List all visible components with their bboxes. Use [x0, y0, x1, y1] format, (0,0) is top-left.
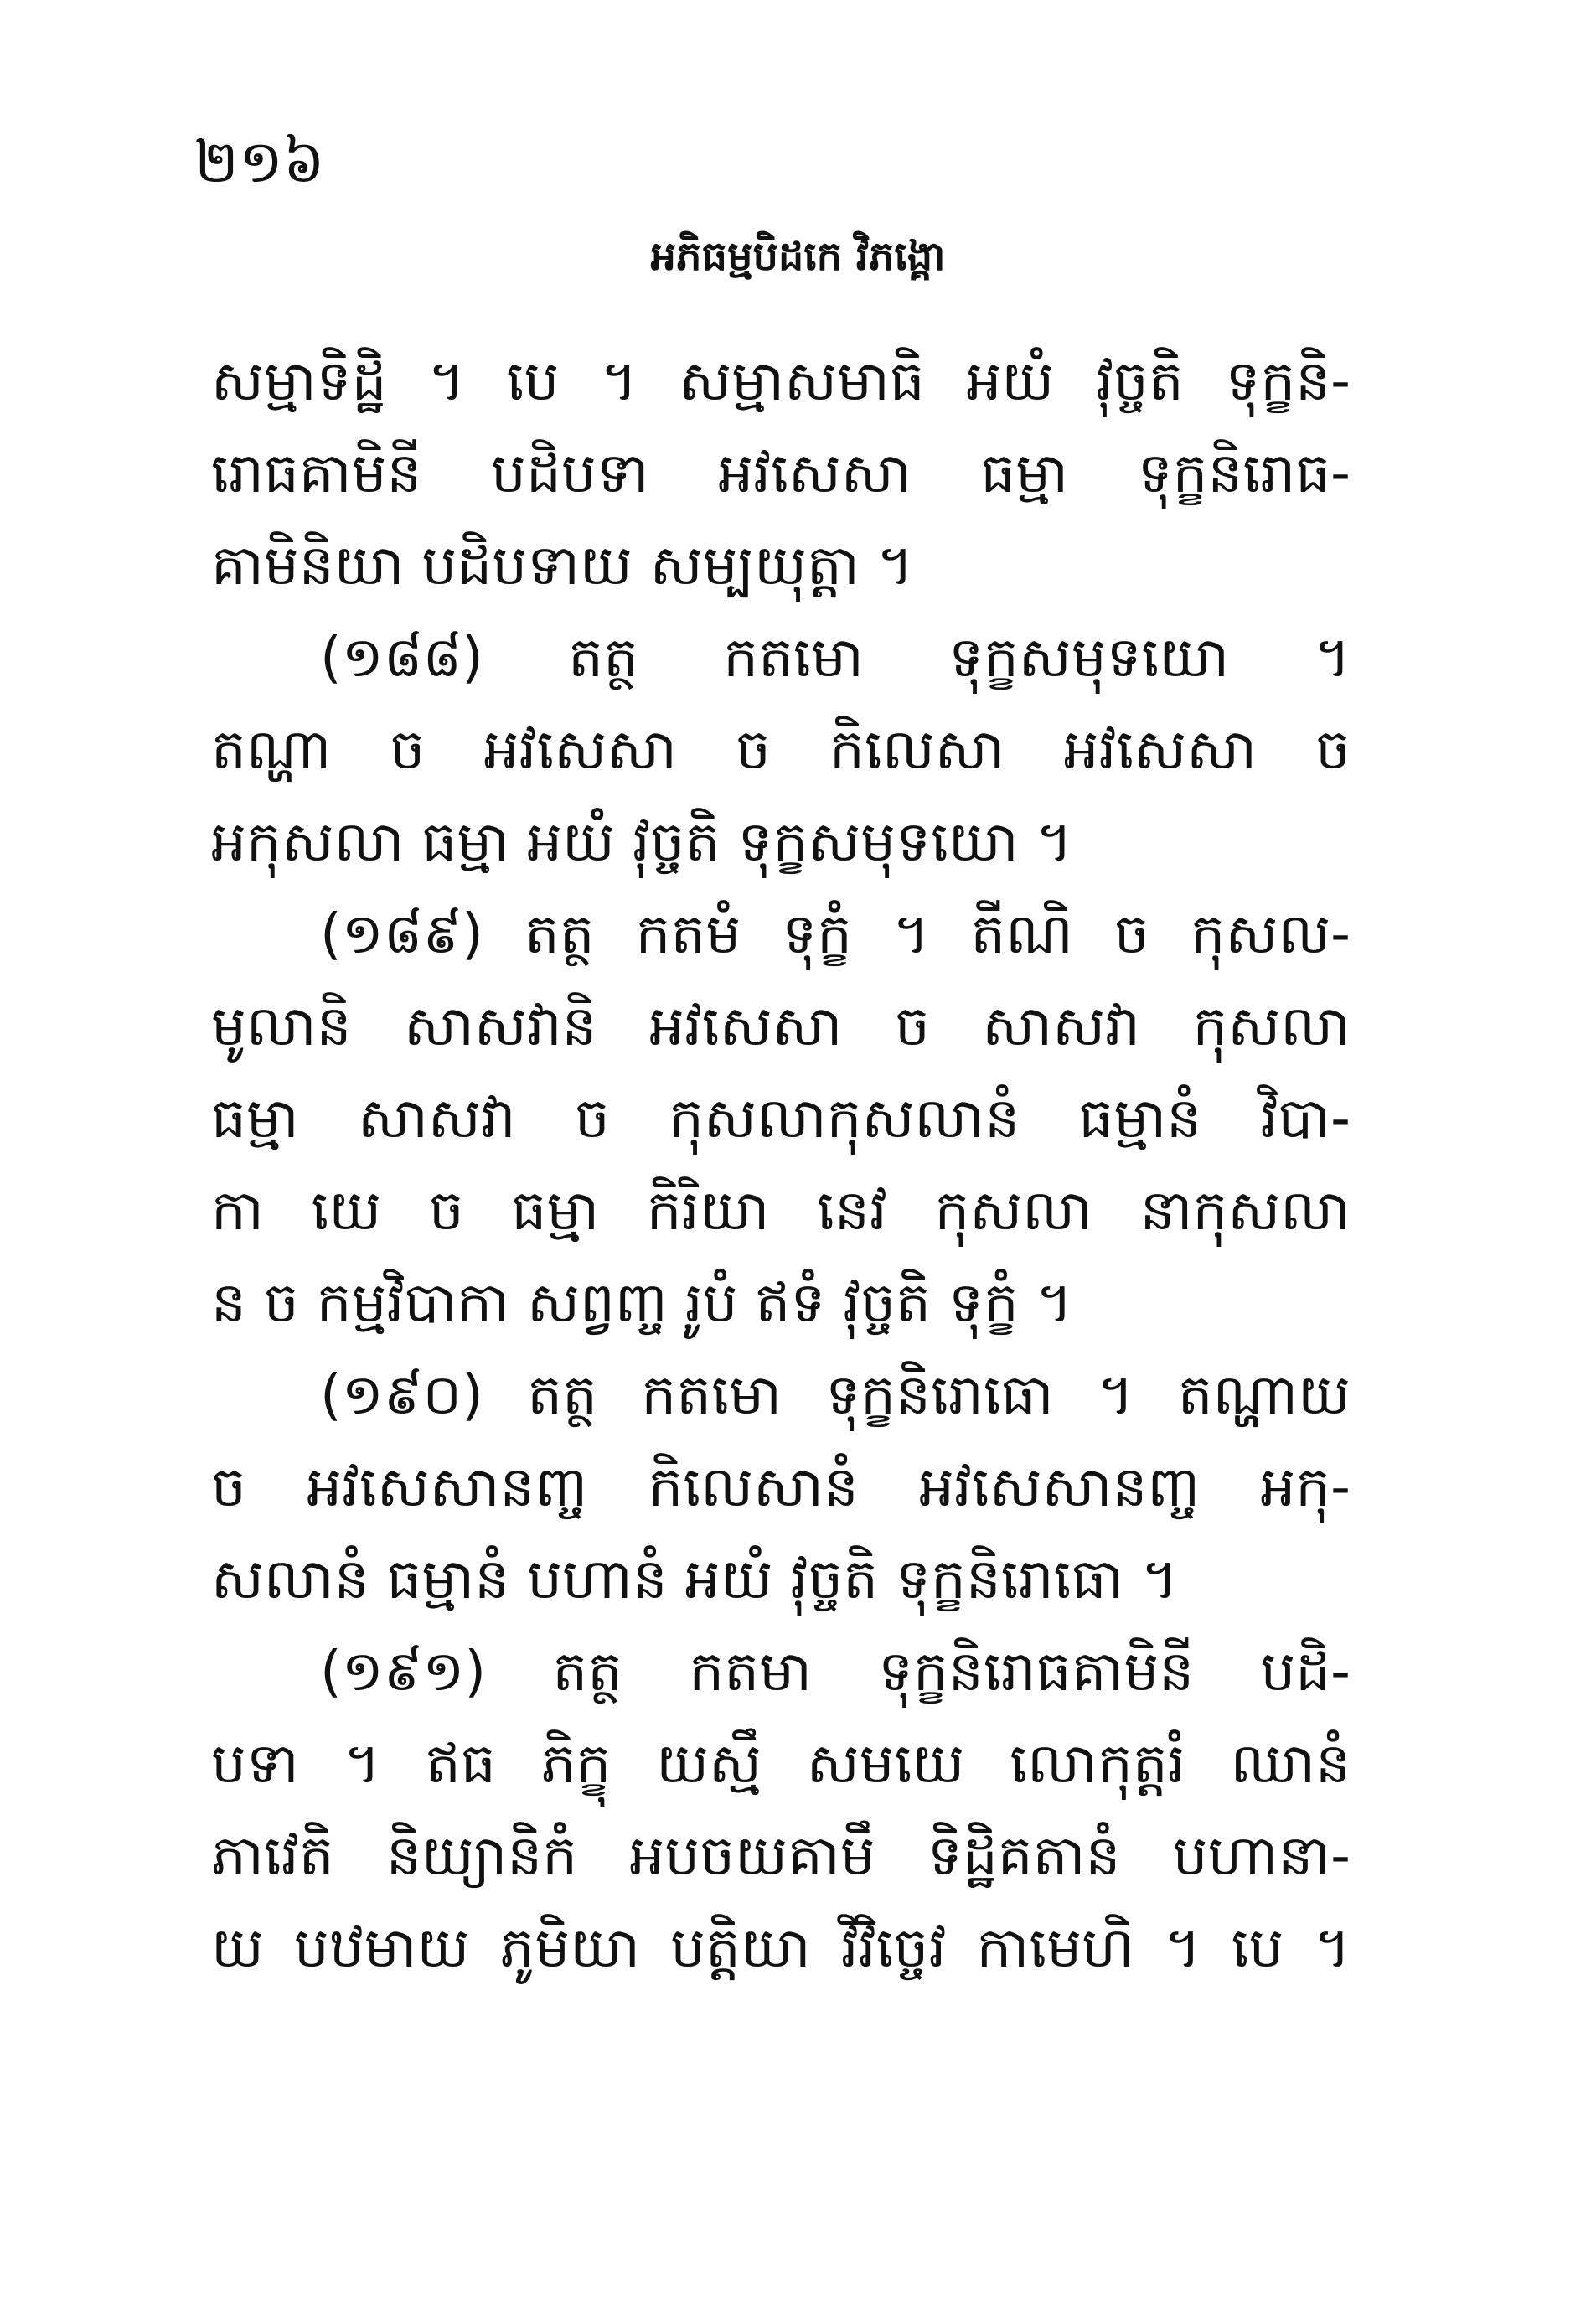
text-line: រោធគាមិនី បដិបទា អវសេសា ធម្មា ទុក្ខនិរោធ-: [211, 441, 1351, 505]
text-line: យ បឋមាយ ភូមិយា បត្តិយា វិវិច្ចេវ កាមេហិ ។ បេ ។: [211, 1916, 1351, 1980]
text-line: ន ច កម្មវិបាកា សព្វញ្ច រូបំ ឥទំ វុច្ចតិ ទុក្ខំ ។: [211, 1270, 1073, 1335]
text-line: ធម្មា សាសវា ច កុសលាកុសលានំ ធម្មានំ វិបា-: [211, 1086, 1351, 1150]
text-line: ច អវសេសានញ្ច កិលេសានំ អវសេសានញ្ច អកុ-: [211, 1455, 1351, 1519]
text-line: អកុសលា ធម្មា អយំ វុច្ចតិ ទុក្ខសមុទយោ ។: [211, 809, 1073, 874]
text-line: សលានំ ធម្មានំ បហានំ អយំ វុច្ចតិ ទុក្ខនិរោធោ ។: [211, 1547, 1178, 1611]
text-line: (១៨៨) តត្ថ កតមោ ទុក្ខសមុទយោ ។: [320, 625, 1351, 690]
text-line: តណ្ហា ច អវសេសា ច កិលេសា អវសេសា ច: [211, 717, 1351, 782]
text-line: សម្មាទិដ្ឋិ ។ បេ ។ សម្មាសមាធិ អយំ វុច្ចតិ ទុក្ខនិ-: [211, 349, 1351, 413]
page-number: ២១៦: [194, 127, 325, 196]
body-text: [211, 335, 1351, 1994]
text-line: (១៨៩) តត្ថ កតមំ ទុក្ខំ ។ តីណិ ច កុសល-: [320, 902, 1351, 966]
text-line: បទា ។ ឥធ ភិក្ខុ យស្មឹ សមយេ លោកុត្តរំ ឈានំ: [211, 1731, 1351, 1796]
text-line: (១៩០) តត្ថ កតមោ ទុក្ខនិរោធោ ។ តណ្ហាយ: [320, 1362, 1351, 1427]
text-line: កា យេ ច ធម្មា កិរិយា នេវ កុសលា នាកុសលា: [211, 1178, 1351, 1243]
text-line: គាមិនិយា បដិបទាយ សម្បយុត្តា ។: [211, 533, 914, 597]
running-head: អភិធម្មបិដកេ វិភង្គោ: [650, 233, 946, 280]
text-line: (១៩១) តត្ថ កតមា ទុក្ខនិរោធគាមិនី បដិ-: [320, 1639, 1351, 1704]
text-line: ភាវេតិ និយ្យានិកំ អបចយគាមឹ ទិដ្ឋិគតានំ បហានា-: [211, 1823, 1351, 1888]
text-line: មូលានិ សាសវានិ អវសេសា ច សាសវា កុសលា: [211, 994, 1351, 1058]
